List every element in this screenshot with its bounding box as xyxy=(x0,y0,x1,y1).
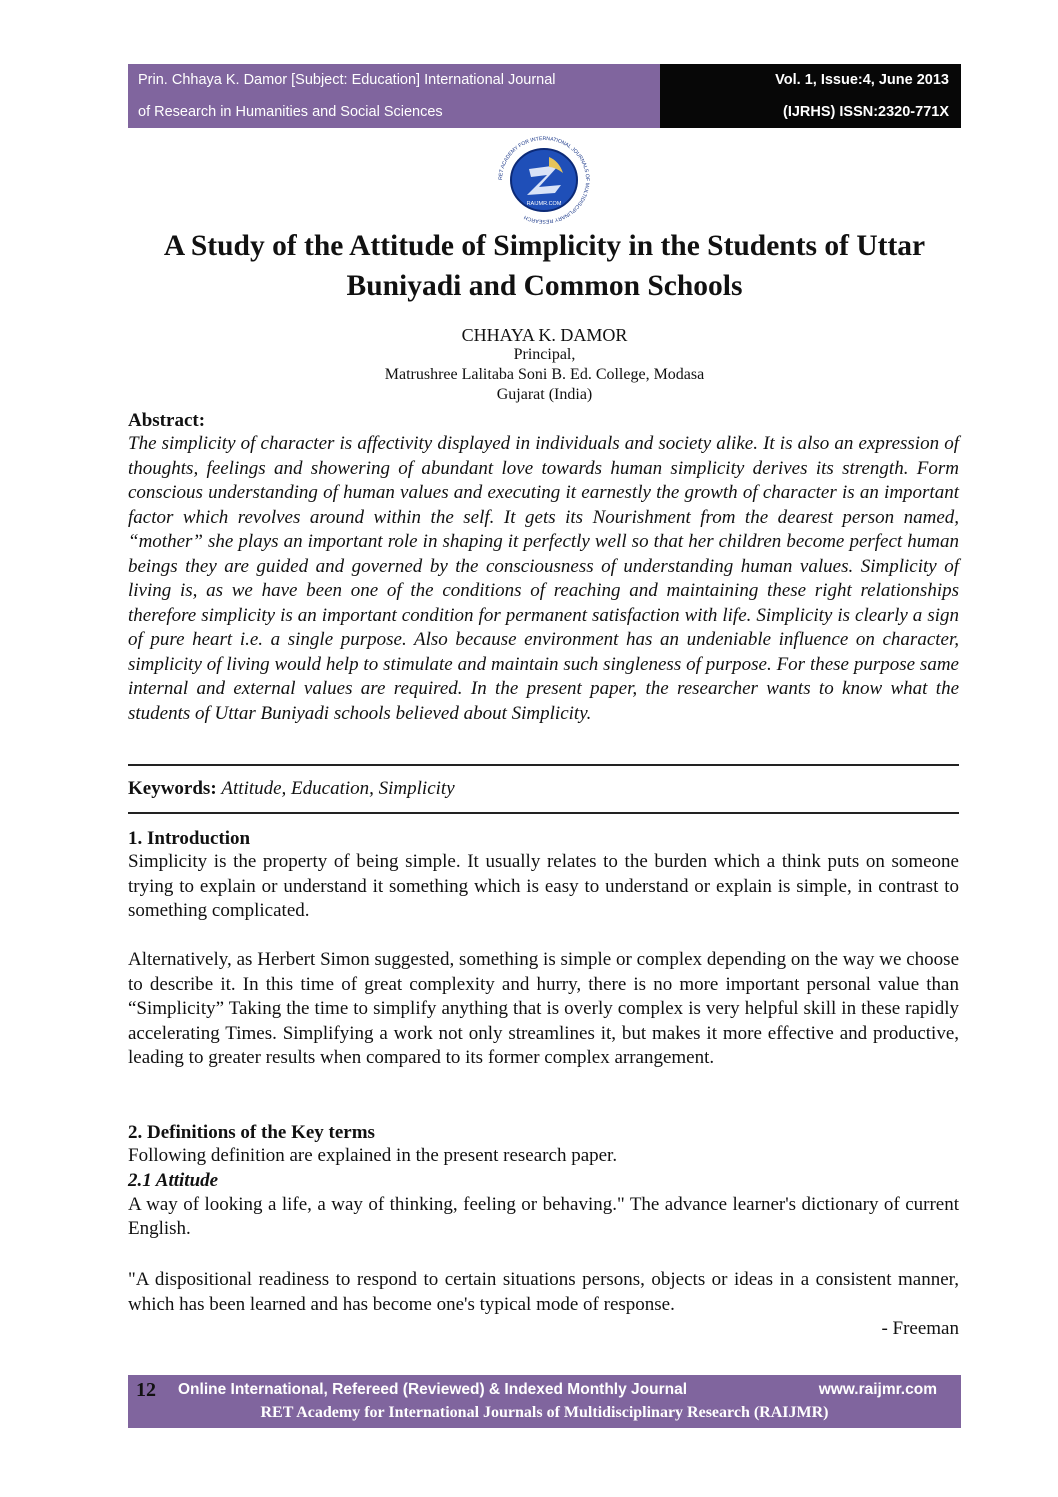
header-issn: (IJRHS) ISSN:2320-771X xyxy=(782,104,949,120)
abstract-heading: Abstract: xyxy=(128,410,206,431)
paper-title xyxy=(128,226,961,306)
definitions-heading: 2. Definitions of the Key terms xyxy=(128,1122,375,1143)
keywords-label: Keywords: xyxy=(128,778,217,799)
abstract-section xyxy=(128,410,959,726)
attitude-definition-2: "A dispositional readiness to respond to certain situations persons, objects or ideas in a consistent manner, which has been learned and has become one's typical mode of response. xyxy=(128,1269,959,1315)
paper-title-line2: Buniyadi and Common Schools xyxy=(346,270,743,302)
header-issue-info xyxy=(660,64,961,128)
definitions-section xyxy=(128,1122,959,1242)
attitude-definition-2-wrap xyxy=(128,1268,959,1341)
divider-top xyxy=(128,764,959,766)
seal-center-text: RAIJMR.COM xyxy=(526,201,562,207)
page-header xyxy=(128,64,961,128)
raijmr-seal-icon xyxy=(493,135,595,225)
author-location: Gujarat (India) xyxy=(496,386,593,403)
author-name: CHHAYA K. DAMOR xyxy=(461,325,628,345)
introduction-paragraph-1: Simplicity is the property of being simple. It usually relates to the burden which a think puts on someone trying to explain or understand it something which is easy to understand or explain is simple, in contrast to something complicated. xyxy=(128,851,959,921)
footer-journal-line: Online International, Refereed (Reviewed) & Indexed Monthly Journal xyxy=(178,1381,688,1398)
divider-bottom xyxy=(128,812,959,814)
keywords-value: Attitude, Education, Simplicity xyxy=(221,778,455,799)
page-number: 12 xyxy=(136,1379,156,1401)
author-institution: Matrushree Lalitaba Soni B. Ed. College, Modasa xyxy=(384,366,705,383)
page-footer xyxy=(128,1375,961,1428)
header-left-line1: Prin. Chhaya K. Damor [Subject: Education] International Journal xyxy=(138,72,556,88)
attitude-definition-2-attribution: - Freeman xyxy=(881,1318,959,1339)
definitions-lead: Following definition are explained in the present research paper. xyxy=(128,1145,618,1166)
header-volume-issue: Vol. 1, Issue:4, June 2013 xyxy=(775,72,949,88)
introduction-heading: 1. Introduction xyxy=(128,828,251,849)
abstract-text: The simplicity of character is affectivity displayed in individuals and society alike. It is also an expression of thoughts, feelings and showering of abundant love towards human simplicity derives its strength. Form conscious understanding of human values and executing it earnestly the growth of character is an important factor which revolves around within the self. It gets its Nourishment from the dearest person named, “mother” she plays an important role in shaping it perfectly well so that her children become perfect human beings they are guided and governed by the consciousness of understanding human values. Simplicity of living is, as we have been one of the conditions of reaching and maintaining these right relationships therefore simplicity is an important condition for permanent satisfaction with life. Simplicity is clearly a sign of pure heart i.e. a single purpose. Also because environment has an undeniable influence on character, simplicity of living would help to stimulate and maintain such singleness of purpose. For these purpose same internal and external values are required. In the present paper, the researcher wants to know what the students of Uttar Buniyadi schools believed about Simplicity. xyxy=(128,433,959,724)
keywords xyxy=(128,777,959,801)
footer-url[interactable]: www.raijmr.com xyxy=(818,1381,937,1398)
attitude-subheading: 2.1 Attitude xyxy=(128,1169,219,1191)
introduction-section xyxy=(128,828,959,924)
seal-ring-text: RET ACADEMY FOR INTERNATIONAL JOURNALS OF MULTIDISCIPLINARY RESEARCH xyxy=(497,135,591,225)
paper-title-line1: A Study of the Attitude of Simplicity in the Students of Uttar xyxy=(163,230,926,262)
footer-academy-line: RET Academy for International Journals of Multidisciplinary Research (RAIJMR) xyxy=(260,1404,829,1421)
author-block xyxy=(128,325,961,405)
introduction-paragraph-2-wrap xyxy=(128,948,959,1071)
header-left-line2: of Research in Humanities and Social Sciences xyxy=(138,104,443,120)
introduction-paragraph-2: Alternatively, as Herbert Simon suggested, something is simple or complex depending on the way we choose to describe it. In this time of great complexity and hurry, there is no more important personal value than “Simplicity” Taking the time to simplify anything that is overly complex is very helpful skill in these rapidly accelerating Times. Simplifying a work not only streamlines it, but makes it more effective and productive, leading to greater results when compared to its former complex arrangement. xyxy=(128,949,959,1068)
attitude-definition-1: A way of looking a life, a way of thinking, feeling or behaving." The advance learner's dictionary of current English. xyxy=(128,1193,959,1239)
author-role: Principal, xyxy=(513,346,576,363)
header-journal-info xyxy=(128,64,660,128)
